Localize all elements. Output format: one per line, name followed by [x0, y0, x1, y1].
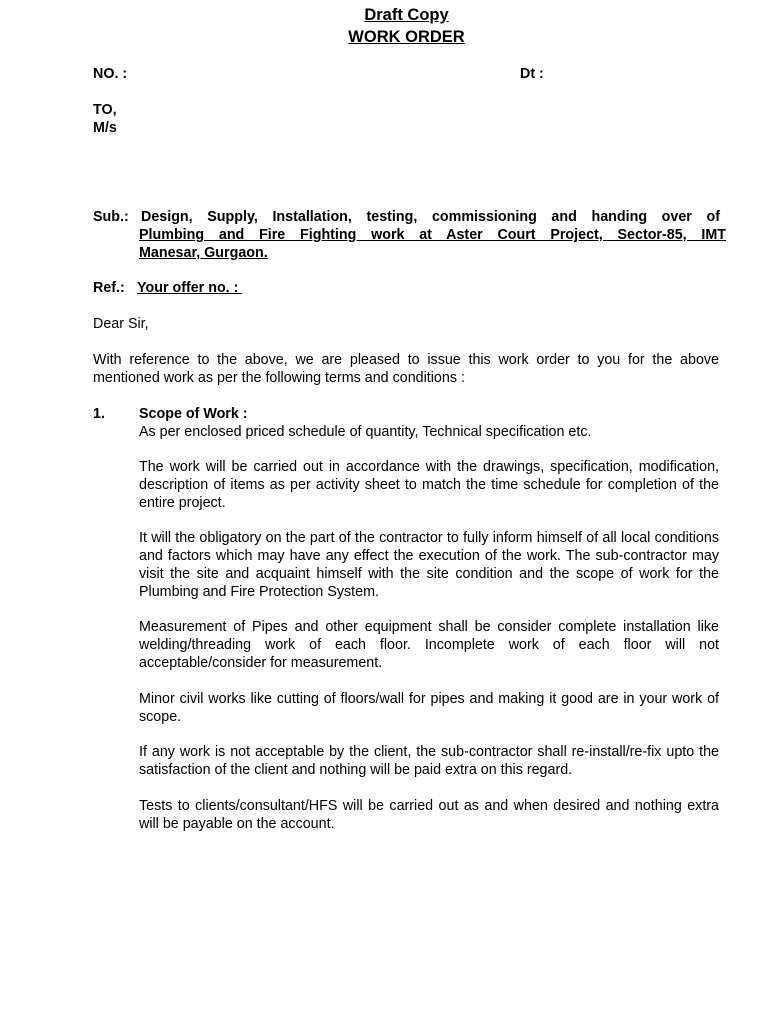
title-work-order: WORK ORDER: [348, 28, 465, 46]
scope-paragraph: Minor civil works like cutting of floors/wall for pipes and making it good are in your work of scope.: [139, 691, 719, 725]
no-label: NO. :: [93, 66, 128, 82]
scope-paragraph: As per enclosed priced schedule of quantity, Technical specification etc.: [139, 424, 592, 440]
reference-label: Ref.:: [93, 280, 125, 296]
subject-line-2: Plumbing and Fire Fighting work at Aster Court Project, Sector-85, IMT: [139, 227, 726, 243]
to-label: TO,: [93, 102, 117, 118]
title-draft-copy: Draft Copy: [364, 6, 449, 24]
reference-value: Your offer no. :: [137, 280, 243, 296]
salutation: Dear Sir,: [93, 316, 149, 332]
subject-label: Sub.:: [93, 209, 129, 225]
scope-paragraph: It will the obligatory on the part of the contractor to fully inform himself of all local conditions and factors which may have any effect the execution of the work. The sub-contractor may visit the site and acquaint himself with the site condition and the scope of work for the Plumbing and Fire Protection System.: [139, 530, 719, 600]
ms-label: M/s: [93, 120, 117, 136]
scope-paragraph: Measurement of Pipes and other equipment shall be consider complete installation like welding/threading work of each floor. Incomplete work of each floor will not acceptable/consider for measurement.: [139, 619, 719, 671]
scope-paragraph: If any work is not acceptable by the client, the sub-contractor shall re-install/re-fix upto the satisfaction of the client and nothing will be paid extra on this regard.: [139, 744, 719, 778]
section-number: 1.: [93, 406, 105, 422]
date-label: Dt :: [520, 66, 544, 82]
subject-line-3: Manesar, Gurgaon.: [139, 245, 268, 261]
intro-paragraph: With reference to the above, we are pleased to issue this work order to you for the above mentioned work as per the following terms and conditions :: [93, 352, 719, 386]
subject-line-1: Design, Supply, Installation, testing, commissioning and handing over of: [141, 209, 720, 225]
section-heading: Scope of Work :: [139, 406, 248, 422]
scope-paragraph: Tests to clients/consultant/HFS will be carried out as and when desired and nothing extra will be payable on the account.: [139, 798, 719, 832]
scope-paragraph: The work will be carried out in accordance with the drawings, specification, modification, description of items as per activity sheet to match the time schedule for completion of the entire project.: [139, 459, 719, 511]
